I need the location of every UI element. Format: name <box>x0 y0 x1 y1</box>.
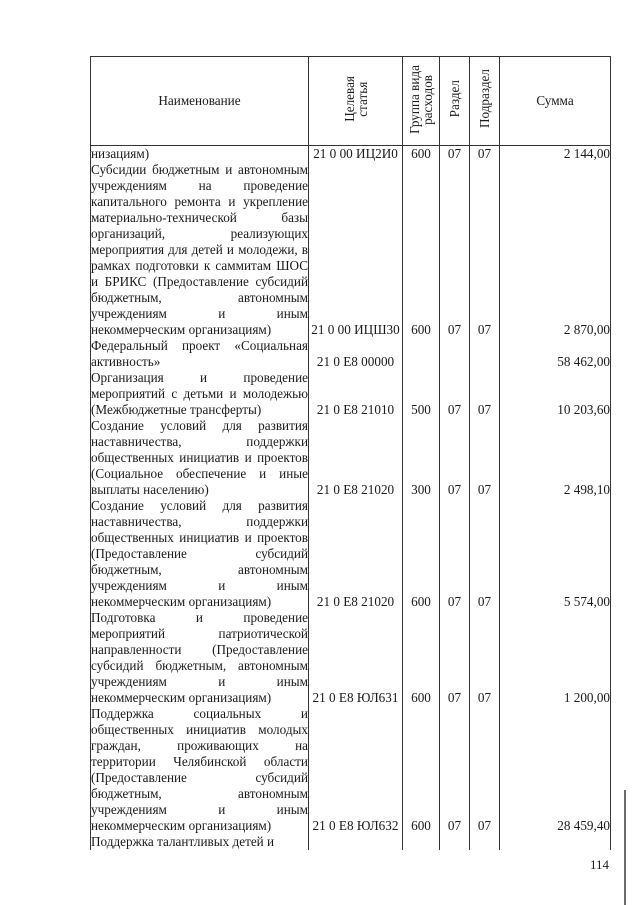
row-section: 07 <box>440 418 470 498</box>
row-name: Субсидии бюджетным и автономным учреждениям на проведение капитального ремонта и укрепление материально-технической базы организаций, реализующих мероприятия для детей и молодежи, в рамках подготовки к саммитам ШОС и БРИКС (Предоставление субсидий бюджетным, автономным учреждениям и иным некоммерческим организациям) <box>91 162 308 337</box>
table-row <box>91 162 611 338</box>
row-subsection: 07 <box>470 418 500 498</box>
row-group: 600 <box>403 162 440 338</box>
scan-edge-mark <box>624 790 626 905</box>
header-sum: Сумма <box>500 57 611 146</box>
row-name: Организация и проведение мероприятий с детьми и молодежью (Межбюджетные трансферты) <box>91 370 308 417</box>
row-group: 600 <box>403 706 440 834</box>
row-group <box>403 834 440 850</box>
row-section: 07 <box>440 162 470 338</box>
row-section: 07 <box>440 610 470 706</box>
row-sum: 58 462,00 <box>500 338 611 370</box>
row-subsection: 07 <box>470 146 500 163</box>
header-section: Раздел <box>447 80 462 118</box>
row-section: 07 <box>440 706 470 834</box>
row-sum: 2 144,00 <box>500 146 611 163</box>
row-section: 07 <box>440 498 470 610</box>
row-name: Поддержка социальных и общественных инициатив молодых граждан, проживающих на территории Челябинской области (Предоставление субсидий бюджетным, автономным учреждениям и иным некоммерческим организациям) <box>91 706 308 833</box>
row-sum: 2 498,10 <box>500 418 611 498</box>
header-subsection-cell <box>470 57 500 146</box>
header-name: Наименование <box>91 57 309 146</box>
row-sum <box>500 834 611 850</box>
header-group: Группа вида расходов <box>407 64 435 134</box>
header-section-cell <box>440 57 470 146</box>
row-name: низациям) <box>91 146 309 163</box>
row-code: 21 0 Е8 ЮЛ631 <box>309 610 403 706</box>
table-row <box>91 146 611 163</box>
header-code: Целевая статья <box>341 76 370 122</box>
row-section <box>440 834 470 850</box>
row-code: 21 0 00 ИЦШ30 <box>309 162 403 338</box>
row-name: Подготовка и проведение мероприятий патриотической направленности (Предоставление субсидий бюджетным, автономным учреждениям и иным некоммерческим организациям) <box>91 610 308 705</box>
table-row <box>91 834 611 850</box>
row-name: Поддержка талантливых детей и <box>91 834 309 850</box>
row-sum: 1 200,00 <box>500 610 611 706</box>
row-name: Создание условий для развития наставничества, поддержки общественных инициатив и проектов (Социальное обеспечение и иные выплаты населению) <box>91 418 308 497</box>
table-row <box>91 418 611 498</box>
header-code-cell <box>309 57 403 146</box>
row-code <box>309 834 403 850</box>
row-section: 07 <box>440 146 470 163</box>
table-row <box>91 498 611 610</box>
row-group: 600 <box>403 610 440 706</box>
row-subsection: 07 <box>470 162 500 338</box>
row-code: 21 0 Е8 21020 <box>309 498 403 610</box>
table-row <box>91 706 611 834</box>
header-subsection: Подраздел <box>477 69 492 129</box>
row-sum: 10 203,60 <box>500 370 611 418</box>
row-subsection: 07 <box>470 706 500 834</box>
table-row <box>91 338 611 370</box>
page-number: 114 <box>590 857 610 872</box>
row-group: 600 <box>403 146 440 163</box>
row-subsection: 07 <box>470 498 500 610</box>
table-header-row <box>91 57 611 146</box>
row-subsection <box>470 338 500 370</box>
row-name: Федеральный проект «Социальная активность» <box>91 338 308 369</box>
header-group-cell <box>403 57 440 146</box>
row-code: 21 0 Е8 00000 <box>309 338 403 370</box>
row-name: Создание условий для развития наставничества, поддержки общественных инициатив и проектов (Предоставление субсидий бюджетным, автономным учреждениям и иным некоммерческим организациям) <box>91 498 308 609</box>
row-sum: 5 574,00 <box>500 498 611 610</box>
row-subsection: 07 <box>470 610 500 706</box>
row-code: 21 0 Е8 21010 <box>309 370 403 418</box>
table-row <box>91 370 611 418</box>
table-row <box>91 610 611 706</box>
row-code: 21 0 Е8 21020 <box>309 418 403 498</box>
row-group: 500 <box>403 370 440 418</box>
budget-table <box>90 56 611 850</box>
row-group: 600 <box>403 498 440 610</box>
row-section: 07 <box>440 370 470 418</box>
row-subsection <box>470 834 500 850</box>
row-group <box>403 338 440 370</box>
row-subsection: 07 <box>470 370 500 418</box>
row-sum: 2 870,00 <box>500 162 611 338</box>
row-section <box>440 338 470 370</box>
row-code: 21 0 Е8 ЮЛ632 <box>309 706 403 834</box>
row-sum: 28 459,40 <box>500 706 611 834</box>
row-group: 300 <box>403 418 440 498</box>
row-code: 21 0 00 ИЦ2И0 <box>309 146 403 163</box>
